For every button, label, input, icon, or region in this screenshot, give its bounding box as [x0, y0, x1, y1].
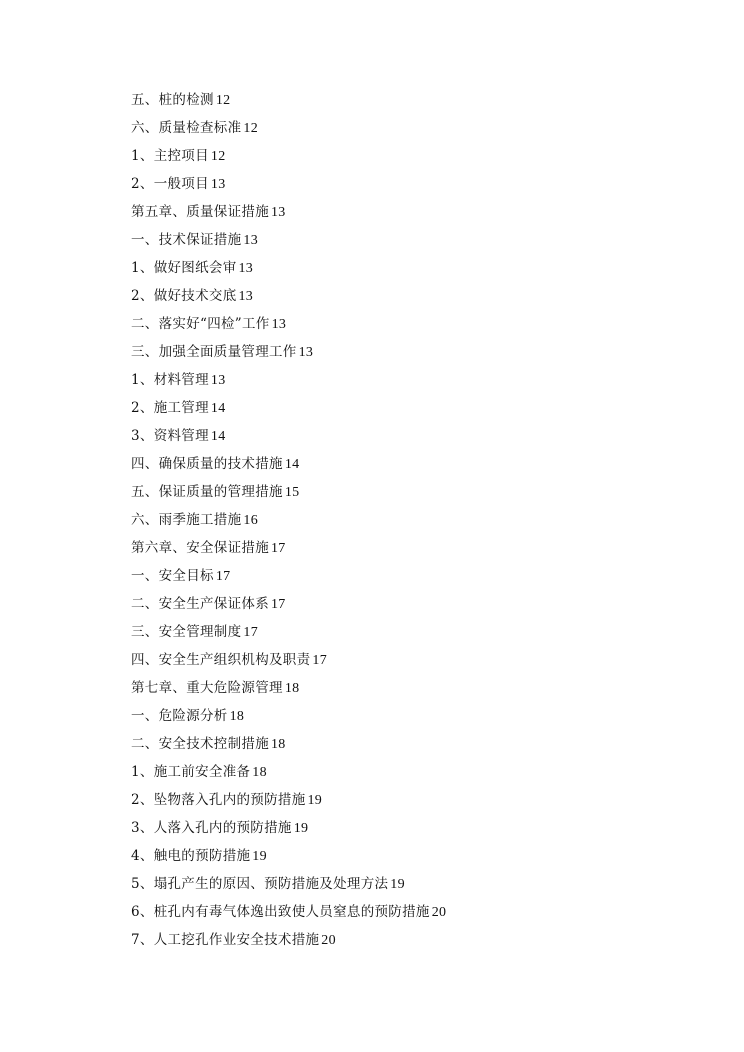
toc-entry[interactable] — [131, 310, 691, 338]
toc-entry-title: 1、施工前安全准备 — [131, 764, 251, 780]
toc-entry-page-number: 13 — [298, 345, 314, 360]
toc-entry[interactable] — [131, 898, 691, 926]
toc-entry[interactable] — [131, 478, 691, 506]
toc-entry-title: 2、坠物落入孔内的预防措施 — [131, 792, 306, 808]
toc-entry-page-number: 14 — [210, 429, 226, 444]
toc-entry[interactable] — [131, 86, 691, 114]
toc-entry-page-number: 18 — [229, 709, 245, 724]
toc-entry[interactable] — [131, 814, 691, 842]
toc-entry-title: 一、技术保证措施 — [131, 232, 242, 248]
toc-entry[interactable] — [131, 674, 691, 702]
toc-entry-page-number: 13 — [238, 261, 254, 276]
toc-entry-page-number: 18 — [252, 765, 267, 780]
toc-entry-page-number: 14 — [210, 401, 226, 416]
toc-entry-title: 1、材料管理 — [131, 372, 209, 388]
toc-entry-page-number: 17 — [271, 597, 286, 612]
toc-entry-page-number: 18 — [284, 681, 300, 696]
toc-entry-title: 三、加强全面质量管理工作 — [131, 344, 297, 360]
toc-entry-page-number: 13 — [210, 373, 226, 388]
toc-entry-title: 六、质量检查标准 — [131, 120, 242, 136]
toc-entry-page-number: 20 — [431, 905, 447, 920]
toc-entry-page-number: 20 — [321, 933, 336, 948]
toc-entry-title: 四、确保质量的技术措施 — [131, 456, 283, 472]
toc-entry-title: 2、一般项目 — [131, 176, 209, 192]
toc-entry-title: 四、安全生产组织机构及职责 — [131, 652, 311, 668]
toc-entry[interactable] — [131, 142, 691, 170]
toc-entry-page-number: 12 — [243, 121, 259, 136]
toc-entry-page-number: 17 — [215, 569, 231, 584]
toc-entry-page-number: 12 — [215, 93, 231, 108]
toc-entry[interactable] — [131, 170, 691, 198]
toc-entry[interactable] — [131, 422, 691, 450]
toc-entry-page-number: 17 — [243, 625, 259, 640]
toc-entry-title: 二、安全技术控制措施 — [131, 736, 269, 752]
toc-entry[interactable] — [131, 394, 691, 422]
toc-entry-title: 二、安全生产保证体系 — [131, 596, 269, 612]
toc-entry[interactable] — [131, 842, 691, 870]
toc-entry[interactable] — [131, 646, 691, 674]
toc-entry-page-number: 13 — [210, 177, 226, 192]
toc-entry[interactable] — [131, 758, 691, 786]
toc-entry-title: 五、保证质量的管理措施 — [131, 484, 283, 500]
toc-entry-title: 三、安全管理制度 — [131, 624, 242, 640]
toc-entry[interactable] — [131, 926, 691, 954]
toc-entry-page-number: 19 — [293, 821, 309, 836]
toc-entry-title: 五、桩的检测 — [131, 92, 214, 108]
toc-entry[interactable] — [131, 702, 691, 730]
toc-entry[interactable] — [131, 506, 691, 534]
toc-entry-title: 第六章、安全保证措施 — [131, 540, 269, 556]
toc-entry[interactable] — [131, 450, 691, 478]
toc-entry[interactable] — [131, 198, 691, 226]
toc-entry-title: 3、资料管理 — [131, 428, 209, 444]
toc-entry-page-number: 17 — [271, 541, 286, 556]
toc-entry-title: 1、做好图纸会审 — [131, 260, 237, 276]
toc-entry[interactable] — [131, 618, 691, 646]
toc-entry-title: 2、做好技术交底 — [131, 288, 237, 304]
table-of-contents — [131, 86, 691, 954]
toc-entry-title: 一、危险源分析 — [131, 708, 228, 724]
toc-entry[interactable] — [131, 786, 691, 814]
toc-entry-page-number: 15 — [284, 485, 300, 500]
toc-entry-page-number: 19 — [390, 877, 405, 892]
toc-entry[interactable] — [131, 338, 691, 366]
toc-entry-page-number: 18 — [271, 737, 286, 752]
toc-entry[interactable] — [131, 114, 691, 142]
toc-entry-title: 六、雨季施工措施 — [131, 512, 242, 528]
toc-entry-title: 二、落实好“四检”工作 — [131, 316, 270, 332]
toc-entry-title: 7、人工挖孔作业安全技术措施 — [131, 932, 320, 948]
toc-entry-page-number: 12 — [210, 149, 226, 164]
toc-entry[interactable] — [131, 562, 691, 590]
toc-entry-page-number: 19 — [252, 849, 267, 864]
toc-entry-page-number: 13 — [238, 289, 254, 304]
toc-entry-page-number: 13 — [271, 205, 286, 220]
toc-entry-title: 3、人落入孔内的预防措施 — [131, 820, 292, 836]
toc-entry[interactable] — [131, 254, 691, 282]
toc-entry-title: 一、安全目标 — [131, 568, 214, 584]
toc-entry[interactable] — [131, 730, 691, 758]
toc-entry[interactable] — [131, 282, 691, 310]
toc-entry-page-number: 13 — [243, 233, 259, 248]
toc-entry[interactable] — [131, 590, 691, 618]
toc-entry-page-number: 19 — [307, 793, 323, 808]
toc-entry-title: 第七章、重大危险源管理 — [131, 680, 283, 696]
toc-entry-title: 第五章、质量保证措施 — [131, 204, 269, 220]
toc-entry-title: 4、触电的预防措施 — [131, 848, 251, 864]
toc-entry-title: 5、塌孔产生的原因、预防措施及处理方法 — [131, 876, 389, 892]
toc-entry-page-number: 14 — [284, 457, 300, 472]
toc-entry[interactable] — [131, 534, 691, 562]
toc-entry-title: 1、主控项目 — [131, 148, 209, 164]
toc-entry-title: 2、施工管理 — [131, 400, 209, 416]
toc-entry-page-number: 13 — [271, 317, 287, 332]
toc-entry[interactable] — [131, 870, 691, 898]
toc-entry[interactable] — [131, 366, 691, 394]
toc-entry-page-number: 17 — [312, 653, 328, 668]
toc-entry-page-number: 16 — [243, 513, 259, 528]
toc-entry[interactable] — [131, 226, 691, 254]
toc-entry-title: 6、桩孔内有毒气体逸出致使人员窒息的预防措施 — [131, 904, 430, 920]
